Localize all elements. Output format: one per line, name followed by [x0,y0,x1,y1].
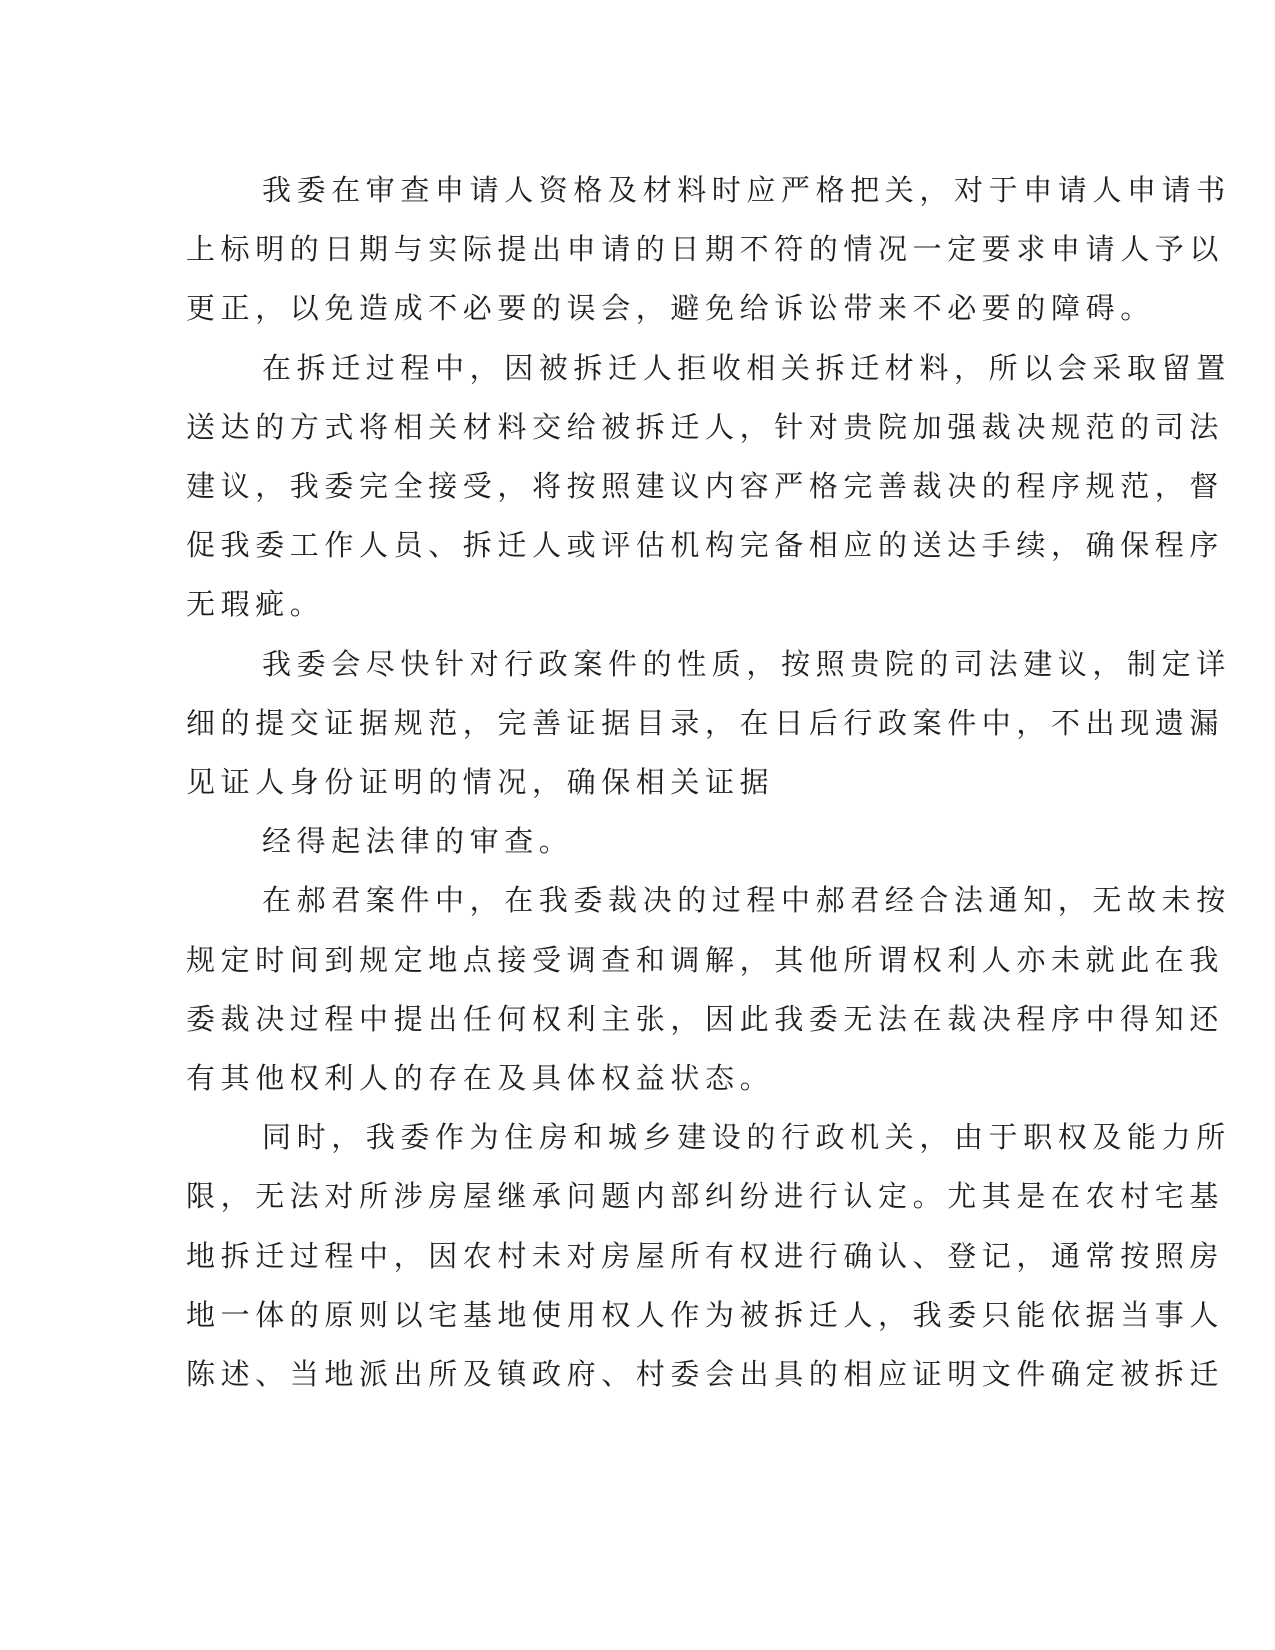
paragraph [186,635,1231,813]
text-line: 在拆迁过程中，因被拆迁人拒收相关拆迁材料，所以会采取留置 [262,350,1231,385]
text-line: 地一体的原则以宅基地使用权人作为被拆迁人，我委只能依据当事人 [186,1297,1225,1332]
text-line: 限，无法对所涉房屋继承问题内部纠纷进行认定。尤其是在农村宅基 [186,1179,1225,1214]
text-line: 上标明的日期与实际提出申请的日期不符的情况一定要求申请人予以 [186,232,1225,267]
text-line: 我委会尽快针对行政案件的性质，按照贵院的司法建议，制定详 [262,646,1231,681]
text-line: 无瑕疵。 [186,587,325,622]
paragraph [186,161,1231,339]
text-line: 建议，我委完全接受，将按照建议内容严格完善裁决的程序规范，督 [186,469,1225,504]
text-line: 见证人身份证明的情况，确保相关证据 [186,765,775,800]
text-line: 委裁决过程中提出任何权利主张，因此我委无法在裁决程序中得知还 [186,1001,1225,1036]
text-line: 送达的方式将相关材料交给被拆迁人，针对贵院加强裁决规范的司法 [186,409,1225,444]
text-line: 促我委工作人员、拆迁人或评估机构完备相应的送达手续，确保程序 [186,528,1225,563]
text-line: 规定时间到规定地点接受调查和调解，其他所谓权利人亦未就此在我 [186,942,1225,977]
paragraph [186,812,1066,871]
text-line: 细的提交证据规范，完善证据目录，在日后行政案件中，不出现遗漏 [186,705,1225,740]
paragraph [186,339,1231,635]
text-line: 同时，我委作为住房和城乡建设的行政机关，由于职权及能力所 [262,1120,1231,1155]
text-line: 陈述、当地派出所及镇政府、村委会出具的相应证明文件确定被拆迁 [186,1357,1225,1392]
text-line: 地拆迁过程中，因农村未对房屋所有权进行确认、登记，通常按照房 [186,1238,1225,1273]
text-line: 我委在审查申请人资格及材料时应严格把关，对于申请人申请书 [262,173,1231,207]
text-line: 经得起法律的审查。 [262,824,574,859]
text-line: 更正，以免造成不必要的误会，避免给诉讼带来不必要的障碍。 [186,291,1155,326]
paragraph [186,871,1231,1108]
document-body [186,161,1231,1404]
text-line: 有其他权利人的存在及具体权益状态。 [186,1061,775,1096]
text-line: 在郝君案件中，在我委裁决的过程中郝君经合法通知，无故未按 [262,883,1231,918]
paragraph [186,1108,1231,1404]
